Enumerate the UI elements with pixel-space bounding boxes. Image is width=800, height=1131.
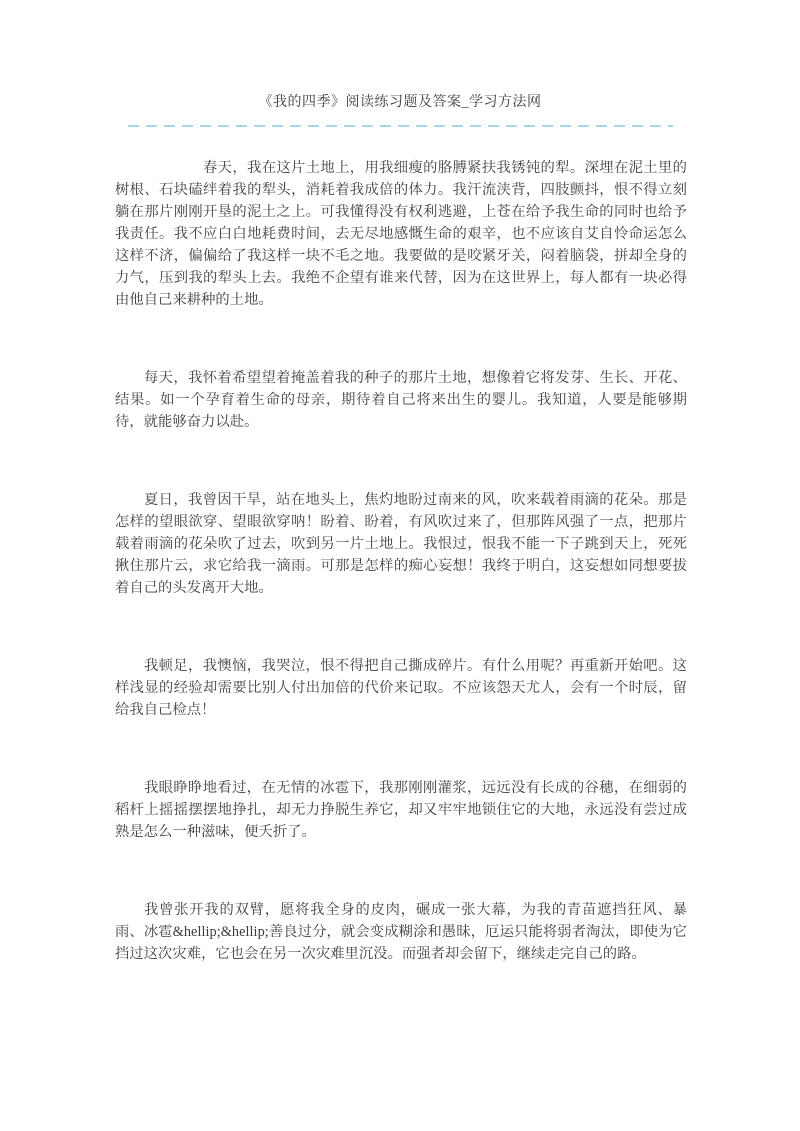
paragraph-spring-plowing: 春天，我在这片土地上，用我细瘦的胳膊紧扶我锈钝的犁。深埋在泥土里的树根、石块磕绊着我的犁头，消耗着我成倍的体力。我汗流浃背，四肢颤抖，恨不得立刻躺在那片刚刚开垦的泥土之上。可我懂得没有权利逃避，上苍在给予我生命的同时也给予我责任。我不应白白地耗费时间，去无尽地感慨生命的艰辛，也不应该自艾自怜命运怎么这样不济，偏偏给了我这样一块不毛之地。我要做的是咬紧牙关，闷着脑袋，拼却全身的力气，压到我的犁头上去。我绝不企望有谁来代替，因为在这世界上，每人都有一块必得由他自己来耕种的土地。 [115, 160, 687, 308]
article-body [115, 157, 687, 965]
paragraph-regret-restart: 我顿足，我懊恼，我哭泣，恨不得把自己撕成碎片。有什么用呢？再重新开始吧。这样浅显的经验却需要比别人付出加倍的代价来记取。不应该怨天尤人，会有一个时辰，留给我自己检点！ [115, 658, 687, 718]
paragraph-open-arms: 我曾张开我的双臂，愿将我全身的皮肉，碾成一张大幕，为我的青苗遮挡狂风、暴雨、冰雹&hellip;&hellip;善良过分，就会变成糊涂和愚昧，厄运只能将弱者淘汰，即使为它挡过这次灾难，它也会在另一次灾难里沉没。而强者却会留下，继续走完自己的路。 [115, 902, 687, 962]
title-divider [128, 125, 673, 127]
page-title: 《我的四季》阅读练习题及答案_学习方法网 [258, 95, 542, 110]
paragraph-hailstorm: 我眼睁睁地看过，在无情的冰雹下，我那刚刚灌浆，远远没有长成的谷穗，在细弱的稻杆上摇摇摆摆地挣扎，却无力挣脱生养它，却又牢牢地锁住它的大地，永远没有尝过成熟是怎么一种滋味，便夭折了。 [115, 780, 687, 840]
paragraph-daily-hope: 每天，我怀着希望望着掩盖着我的种子的那片土地，想像着它将发芽、生长、开花、结果。如一个孕育着生命的母亲，期待着自己将来出生的婴儿。我知道，人要是能够期待，就能够奋力以赴。 [115, 370, 687, 430]
paragraph-summer-drought: 夏日，我曾因干旱，站在地头上，焦灼地盼过南来的风，吹来载着雨滴的花朵。那是怎样的望眼欲穿、望眼欲穿呐！盼着、盼着，有风吹过来了，但那阵风强了一点，把那片载着雨滴的花朵吹了过去，吹到另一片土地上。我恨过，恨我不能一下子跳到天上，死死揪住那片云，求它给我一滴雨。可那是怎样的痴心妄想！我终于明白，这妄想如同想要拔着自己的头发离开大地。 [115, 492, 687, 596]
